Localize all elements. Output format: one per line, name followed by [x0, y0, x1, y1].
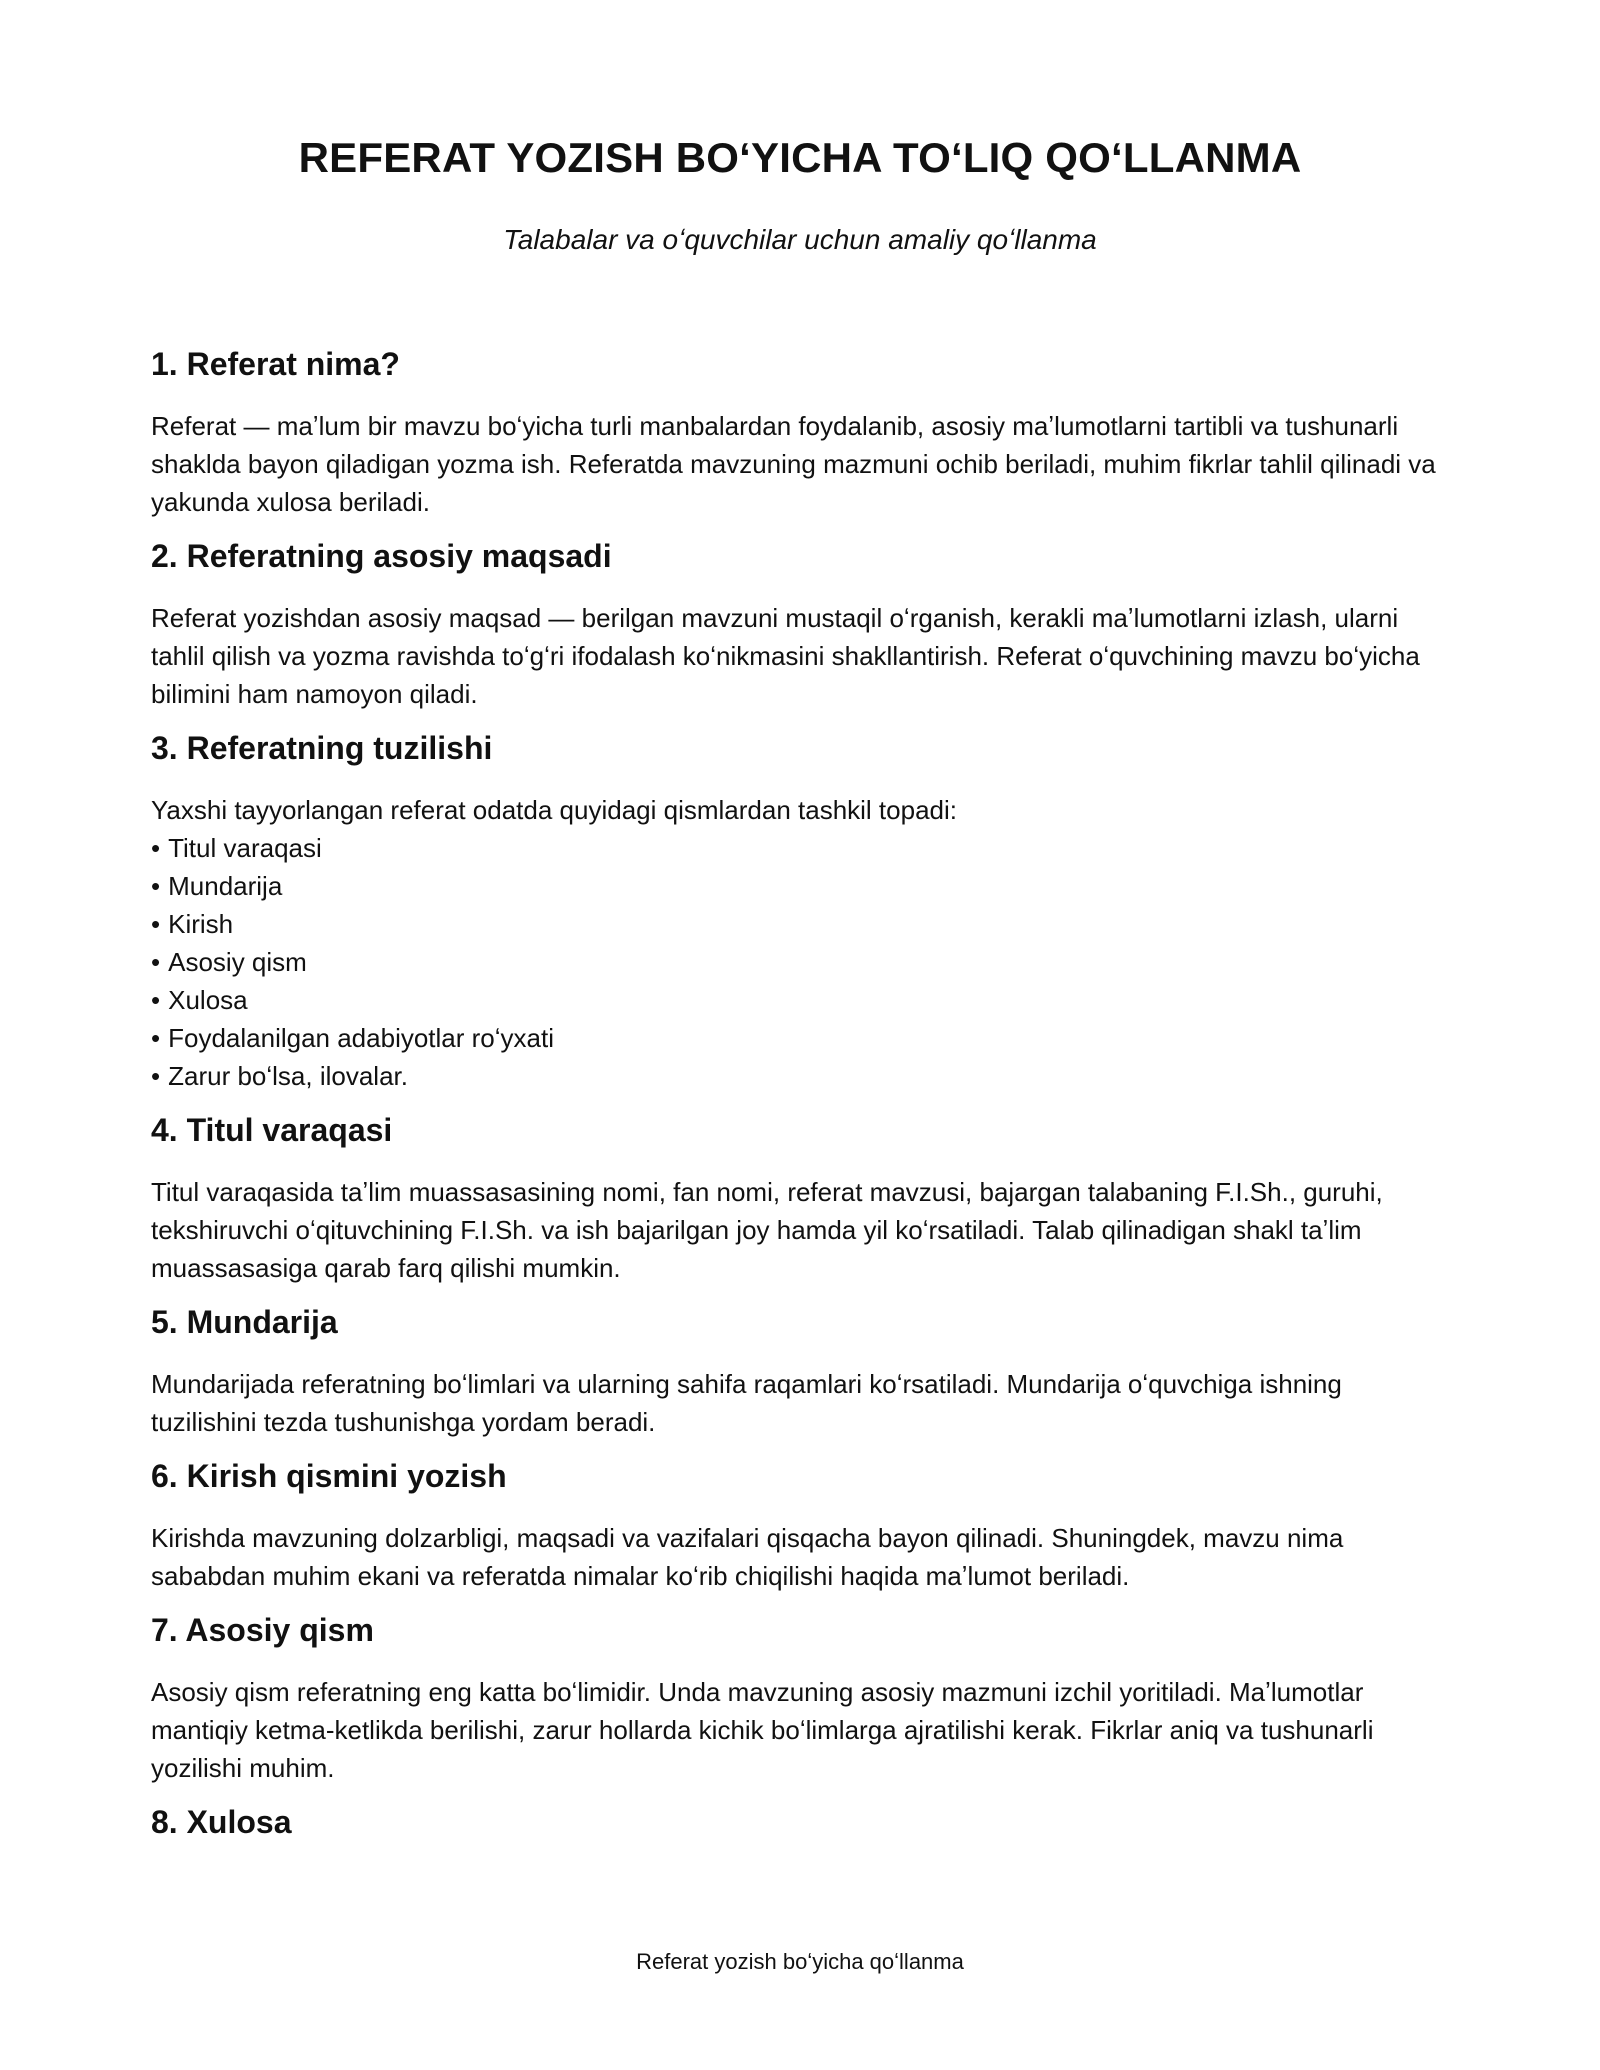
section-heading: 6. Kirish qismini yozish	[151, 1458, 507, 1494]
section-heading: 7. Asosiy qism	[151, 1612, 374, 1648]
section-paragraph: Titul varaqasida taʼlim muassasasining nomi, fan nomi, referat mavzusi, bajargan talabaning F.I.Sh., guruhi, tekshiruvchi oʻqituvchining F.I.Sh. va ish bajarilgan joy hamda yil koʻrsatiladi. Talab qilinadigan shakl taʼlim muassasasiga qarab farq qilishi mumkin.	[151, 1177, 1383, 1283]
section-paragraph: Mundarijada referatning boʻlimlari va ularning sahifa raqamlari koʻrsatiladi. Mundarija oʻquvchiga ishning tuzilishini tezda tushunishga yordam beradi.	[151, 1369, 1342, 1437]
page-footer: Referat yozish boʻyicha qoʻllanma	[636, 1949, 964, 1974]
list-item: • Xulosa	[151, 981, 1451, 1019]
list-item: • Mundarija	[151, 867, 1451, 905]
section-paragraph: Yaxshi tayyorlangan referat odatda quyidagi qismlardan tashkil topadi:	[151, 795, 957, 825]
section-asosiy-maqsad	[151, 536, 1451, 713]
document-title: REFERAT YOZISH BOʻYICHA TOʻLIQ QOʻLLANMA	[298, 134, 1302, 181]
section-heading: 2. Referatning asosiy maqsadi	[151, 538, 612, 574]
list-item: • Foydalanilgan adabiyotlar roʻyxati	[151, 1019, 1451, 1057]
section-heading: 1. Referat nima?	[151, 346, 400, 382]
list-item: • Zarur boʻlsa, ilovalar.	[151, 1057, 1451, 1095]
list-item: • Asosiy qism	[151, 943, 1451, 981]
section-heading: 5. Mundarija	[151, 1304, 338, 1340]
section-titul-varaqasi	[151, 1110, 1451, 1287]
section-referat-nima	[151, 344, 1451, 521]
section-paragraph: Kirishda mavzuning dolzarbligi, maqsadi va vazifalari qisqacha bayon qilinadi. Shuningdek, mavzu nima sababdan muhim ekani va referatda nimalar koʻrib chiqilishi haqida maʼlumot beriladi.	[151, 1523, 1344, 1591]
section-paragraph: Referat — maʼlum bir mavzu boʻyicha turli manbalardan foydalanib, asosiy maʼlumotlarni tartibli va tushunarli shaklda bayon qiladigan yozma ish. Referatda mavzuning mazmuni ochib beriladi, muhim fikrlar tahlil qilinadi va yakunda xulosa beriladi.	[151, 411, 1436, 517]
section-tuzilishi	[151, 728, 1451, 1095]
section-paragraph: Referat yozishdan asosiy maqsad — berilgan mavzuni mustaqil oʻrganish, kerakli maʼlumotlarni izlash, ularni tahlil qilish va yozma ravishda toʻgʻri ifodalash koʻnikmasini shakllantirish. Referat oʻquvchining mavzu boʻyicha bilimini ham namoyon qiladi.	[151, 603, 1420, 709]
section-paragraph: Asosiy qism referatning eng katta boʻlimidir. Unda mavzuning asosiy mazmuni izchil yoritiladi. Maʼlumotlar mantiqiy ketma-ketlikda berilishi, zarur hollarda kichik boʻlimlarga ajratilishi kerak. Fikrlar aniq va tushunarli yozilishi muhim.	[151, 1677, 1374, 1783]
section-kirish	[151, 1456, 1451, 1595]
list-item: • Kirish	[151, 905, 1451, 943]
section-asosiy-qism	[151, 1610, 1451, 1787]
document-body	[151, 344, 1451, 1842]
structure-bullet-list	[151, 829, 1451, 1095]
document-subtitle: Talabalar va oʻquvchilar uchun amaliy qoʻllanma	[503, 224, 1097, 255]
section-xulosa	[151, 1802, 1451, 1842]
section-heading: 4. Titul varaqasi	[151, 1112, 393, 1148]
list-item: • Titul varaqasi	[151, 829, 1451, 867]
section-heading: 3. Referatning tuzilishi	[151, 730, 493, 766]
section-mundarija	[151, 1302, 1451, 1441]
section-heading: 8. Xulosa	[151, 1804, 292, 1840]
